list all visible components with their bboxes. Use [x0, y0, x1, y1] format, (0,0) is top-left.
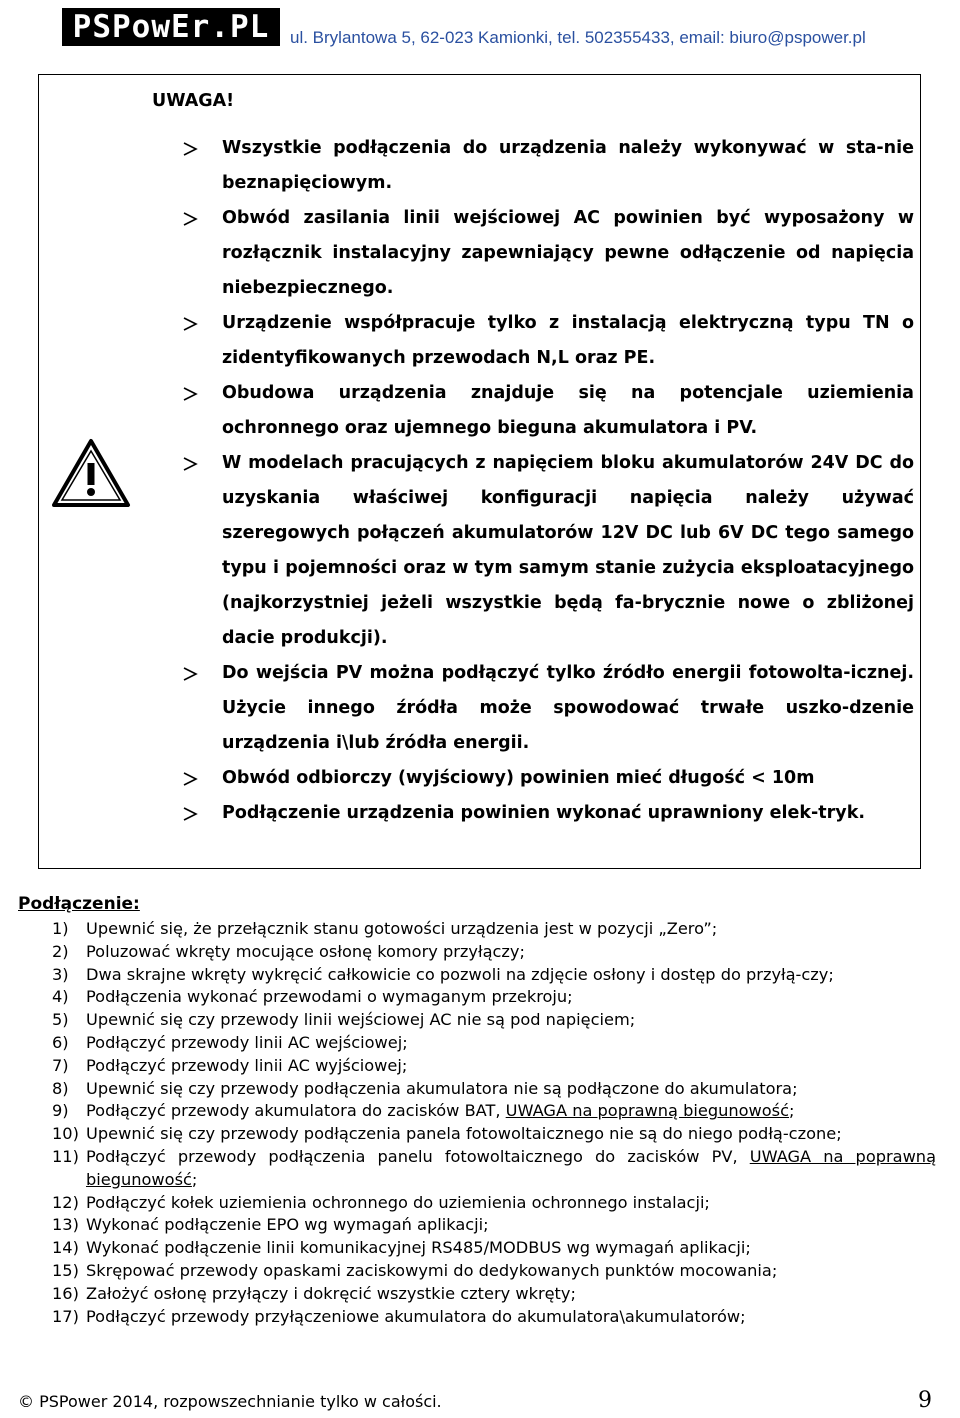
pspower-logo — [62, 8, 280, 46]
step-number: 9) — [52, 1101, 69, 1121]
arrow-bullet-icon — [182, 212, 198, 226]
step-number: 13) — [52, 1215, 79, 1235]
step-text: Założyć osłonę przyłączy i dokręcić wszystkie cztery wkręty; — [86, 1283, 576, 1303]
step-text: Podłączyć przewody akumulatora do zacisków BAT, — [86, 1101, 506, 1121]
step-number: 7) — [52, 1055, 69, 1075]
step-text: Podłączenia wykonać przewodami o wymaganym przekroju; — [86, 987, 573, 1007]
step-item — [18, 986, 936, 1009]
warning-item — [182, 656, 914, 761]
step-number: 14) — [52, 1238, 79, 1258]
footer-copyright: © PSPower 2014, rozpowszechnianie tylko w całości. — [18, 1392, 442, 1411]
step-number: 5) — [52, 1010, 69, 1030]
warning-list — [182, 131, 914, 831]
step-item — [18, 1100, 936, 1123]
step-number: 16) — [52, 1283, 79, 1303]
step-text: Poluzować wkręty mocujące osłonę komory przyłączy; — [86, 941, 525, 961]
step-text: Skrępować przewody opaskami zaciskowymi do dedykowanych punktów mocowania; — [86, 1260, 778, 1280]
connection-title: Podłączenie: — [18, 894, 140, 914]
step-text: Podłączyć przewody przyłączeniowe akumulatora do akumulatora\akumulatorów; — [86, 1306, 746, 1326]
step-text-tail: ; — [191, 1169, 198, 1189]
arrow-bullet-icon — [182, 142, 198, 156]
step-text: Wykonać podłączenie linii komunikacyjnej RS485/MODBUS wg wymagań aplikacji; — [86, 1238, 751, 1258]
warning-item — [182, 376, 914, 446]
step-item — [18, 941, 936, 964]
step-item — [18, 1032, 936, 1055]
step-item — [18, 1192, 936, 1215]
warning-item-text: Urządzenie współpracuje tylko z instalacją elektryczną typu TN o zidentyfikowanych przewodach N,L oraz PE. — [222, 313, 914, 368]
step-text: Podłączyć kołek uziemienia ochronnego do uziemienia ochronnego instalacji; — [86, 1192, 710, 1212]
step-item — [18, 1055, 936, 1078]
step-item — [18, 1237, 936, 1260]
warning-box — [38, 74, 921, 869]
step-text: Upewnić się, że przełącznik stanu gotowości urządzenia jest w pozycji „Zero”; — [86, 919, 718, 938]
step-text: Dwa skrajne wkręty wykręcić całkowicie co pozwoli na zdjęcie osłony i dostęp do przyłą-czy; — [86, 964, 834, 984]
warning-item-text: Obwód zasilania linii wejściowej AC powinien być wyposażony w rozłącznik instalacyjny zapewniający pewne odłączenie od napięcia niebezpiecznego. — [222, 208, 914, 298]
warning-item — [182, 796, 914, 831]
warning-item-text: Obudowa urządzenia znajduje się na potencjale uziemienia ochronnego oraz ujemnego bieguna akumulatora i PV. — [222, 383, 914, 438]
company-address: ul. Brylantowa 5, 62-023 Kamionki, tel. 502355433, email: biuro@pspower.pl — [290, 28, 866, 47]
step-item — [18, 1260, 936, 1283]
warning-item-text: Do wejścia PV można podłączyć tylko źródło energii fotowolta-icznej. Użycie innego źródła może spowodować trwałe uszko-dzenie urządzenia i\lub źródła energii. — [222, 663, 914, 753]
warning-item — [182, 306, 914, 376]
step-warning-underlined: UWAGA na poprawną biegunowość — [86, 1146, 936, 1189]
step-number: 15) — [52, 1260, 79, 1280]
warning-item — [182, 446, 914, 656]
warning-item-text: Wszystkie podłączenia do urządzenia należy wykonywać w sta-nie beznapięciowym. — [222, 138, 914, 193]
warning-item-text: Podłączenie urządzenia powinien wykonać uprawniony elek-tryk. — [222, 803, 865, 823]
step-number: 3) — [52, 964, 69, 984]
arrow-bullet-icon — [182, 772, 198, 786]
step-text: Podłączyć przewody linii AC wyjściowej; — [86, 1055, 408, 1075]
arrow-bullet-icon — [182, 807, 198, 821]
step-number: 2) — [52, 941, 69, 961]
step-item — [18, 1146, 936, 1192]
step-item — [18, 918, 936, 941]
step-item — [18, 964, 936, 987]
warning-item — [182, 201, 914, 306]
step-number: 12) — [52, 1192, 79, 1212]
warning-triangle-icon — [51, 437, 131, 509]
step-number: 4) — [52, 987, 69, 1007]
warning-item-text: Obwód odbiorczy (wyjściowy) powinien mieć długość < 10m — [222, 768, 815, 788]
step-item — [18, 1078, 936, 1101]
warning-item — [182, 761, 914, 796]
arrow-bullet-icon — [182, 387, 198, 401]
step-text: Podłączyć przewody linii AC wejściowej; — [86, 1032, 408, 1052]
warning-item — [182, 131, 914, 201]
page-header — [62, 6, 960, 48]
arrow-bullet-icon — [182, 667, 198, 681]
step-warning-underlined: UWAGA na poprawną biegunowość — [505, 1101, 790, 1121]
logo-text: PSPowEr.PL — [72, 8, 270, 45]
step-number: 8) — [52, 1078, 69, 1098]
step-text-tail: ; — [789, 1101, 795, 1121]
page-number: 9 — [918, 1388, 932, 1413]
step-text: Podłączyć przewody podłączenia panelu fotowoltaicznego do zacisków PV, — [86, 1146, 750, 1166]
step-number: 10) — [52, 1124, 79, 1144]
step-text: Wykonać podłączenie EPO wg wymagań aplikacji; — [86, 1215, 489, 1235]
step-text: Upewnić się czy przewody podłączenia panela fotowoltaicznego nie są do niego podłą-czone; — [86, 1124, 842, 1144]
connection-steps — [18, 918, 936, 1328]
arrow-bullet-icon — [182, 317, 198, 331]
step-item — [18, 1283, 936, 1306]
step-number: 11) — [52, 1146, 79, 1166]
step-number: 6) — [52, 1032, 69, 1052]
step-number: 17) — [52, 1306, 79, 1326]
step-item — [18, 1009, 936, 1032]
step-text: Upewnić się czy przewody podłączenia akumulatora nie są podłączone do akumulatora; — [86, 1078, 798, 1098]
step-item — [18, 1214, 936, 1237]
step-item — [18, 1306, 936, 1329]
warning-title: UWAGA! — [152, 91, 235, 111]
step-number: 1) — [52, 919, 69, 938]
warning-item-text: W modelach pracujących z napięciem bloku akumulatorów 24V DC do uzyskania właściwej konfiguracji napięcia należy używać szeregowych połączeń akumulatorów 12V DC lub 6V DC tego samego typu i pojemności oraz w tym samym stanie zużycia eksploatacyjnego (najkorzystniej jeżeli wszystkie będą fa-brycznie nowe o zbliżonej dacie produkcji). — [222, 453, 914, 648]
arrow-bullet-icon — [182, 457, 198, 471]
step-text: Upewnić się czy przewody linii wejściowej AC nie są pod napięciem; — [86, 1010, 636, 1030]
step-item — [18, 1123, 936, 1146]
